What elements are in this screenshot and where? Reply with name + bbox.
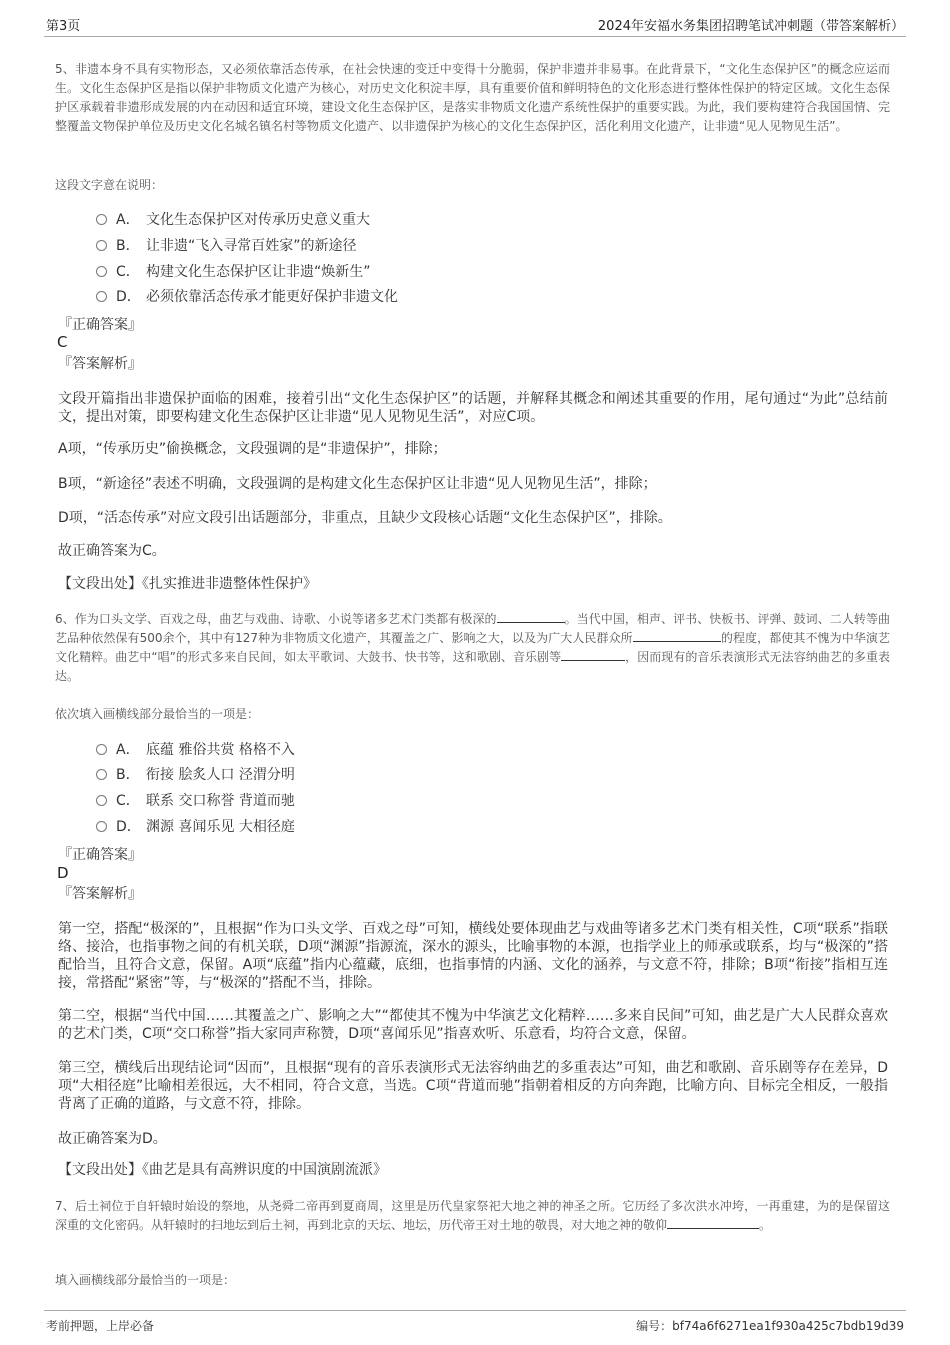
radio-icon[interactable]: [96, 795, 107, 806]
q6-analysis-p3: 第三空，横线后出现结论词“因而”，且根据“现有的音乐表演形式无法容纳曲艺的多重表达”可知，曲艺和歌剧、音乐剧等存在差异，D项“大相径庭”比喻相差很远，大不相同，符合文意，当选。C项“背道而驰”指朝着相反的方向奔跑，比喻方向、目标完全相反，一般指背离了正确的道路，与文意不符，排除。: [58, 1060, 888, 1112]
q5-option-b[interactable]: B． 让非遗“飞入寻常百姓家”的新途径: [96, 236, 357, 256]
radio-icon[interactable]: [96, 266, 107, 277]
q6-option-c[interactable]: C． 联系 交口称誉 背道而驰: [96, 791, 295, 811]
q6-source: 【文段出处】《曲艺是具有高辨识度的中国演剧流派》: [58, 1162, 387, 1178]
radio-icon[interactable]: [96, 769, 107, 780]
q5-analysis-p4: D项，“活态传承”对应文段引出话题部分，非重点，且缺少文段核心话题“文化生态保护区”，排除。: [58, 510, 672, 526]
q5-source: 【文段出处】《扎实推进非遗整体性保护》: [58, 576, 317, 592]
radio-icon[interactable]: [96, 240, 107, 251]
question-6-prompt: 依次填入画横线部分最恰当的一项是：: [55, 707, 260, 721]
q6-option-a[interactable]: A． 底蕴 雅俗共赏 格格不入: [96, 740, 295, 760]
q6-analysis-p2: 第二空，根据“当代中国……其覆盖之广、影响之大”“都使其不愧为中华演艺文化精粹……多来自民间”可知，曲艺是广大人民群众喜欢的艺术门类，C项“交口称誉”指大家同声称赞，D项“喜闻乐见”指喜欢听、乐意看，均符合文意，保留。: [58, 1008, 888, 1042]
page-header: [44, 10, 906, 37]
question-5-prompt: 这段文字意在说明：: [55, 178, 164, 192]
q6-analysis-p4: 故正确答案为D。: [58, 1131, 167, 1147]
q5-analysis-p2: A项，“传承历史”偷换概念，文段强调的是“非遗保护”，排除；: [58, 441, 447, 457]
q5-answer: C: [57, 333, 68, 351]
q6-analysis-p1: 第一空，搭配“极深的”，且根据“作为口头文学、百戏之母”可知，横线处要体现曲艺与戏曲等诸多艺术门类有相关性，C项“联系”指联络、接洽，也指事物之间的有机关联，D项“渊源”指源流，深水的源头，比喻事物的本源，也指学业上的师承或联系，均与“极深的”搭配恰当，且符合文意，保留。A项“底蕴”指内心蕴藏，底细，也指事情的内涵、文化的涵养，与文意不符，排除；B项“衔接”指相互连接，常搭配“紧密”等，与“极深的”搭配不当，排除。: [58, 921, 888, 991]
blank-line-3: [561, 648, 625, 661]
question-7-text: 7、后土祠位于自轩辕时始设的祭地，从尧舜二帝再到夏商周，这里是历代皇家祭祀大地之神的神圣之所。它历经了多次洪水冲垮，一再重建，为的是保留这深重的文化密码。从轩辕时的扫地坛到后土祠，再到北京的天坛、地坛，历代帝王对土地的敬畏，对大地之神的敬仰 。: [55, 1199, 890, 1232]
q6-option-d[interactable]: D． 渊源 喜闻乐见 大相径庭: [96, 817, 295, 837]
blank-line-2: [633, 629, 721, 642]
q6-answer-label: 『正确答案』: [58, 847, 142, 863]
q5-option-c[interactable]: C． 构建文化生态保护区让非遗“焕新生”: [96, 262, 371, 282]
question-6-text: 6、作为口头文学、百戏之母，曲艺与戏曲、诗歌、小说等诸多艺术门类都有极深的 。当代中国，相声、评书、快板书、评弹、鼓词、二人转等曲艺品种依然保有500余个，其中有127种为非物质文化遗产，其覆盖之广、影响之大，以及为广大人民群众所 的程度，都使其不愧为中华演艺文化精粹。曲艺中“唱”的形式多来自民间，如太平歌词、大鼓书、快书等，这和歌剧、音乐剧等 ，因而现有的音乐表演形式无法容纳曲艺的多重表达。: [55, 612, 890, 683]
q6-option-b[interactable]: B． 衔接 脍炙人口 泾渭分明: [96, 765, 295, 785]
question-7-prompt: 填入画横线部分最恰当的一项是：: [55, 1273, 236, 1287]
q5-analysis-p5: 故正确答案为C。: [58, 543, 166, 559]
blank-line: [667, 1216, 759, 1229]
q5-analysis-p1: 文段开篇指出非遗保护面临的困难，接着引出“文化生态保护区”的话题，并解释其概念和阐述其重要的作用，尾句通过“为此”总结前文，提出对策，即要构建文化生态保护区让非遗“见人见物见生活”，对应C项。: [58, 391, 888, 425]
q5-option-a[interactable]: A． 文化生态保护区对传承历史意义重大: [96, 210, 370, 230]
radio-icon[interactable]: [96, 821, 107, 832]
page-number: 第3页: [46, 19, 81, 34]
radio-icon[interactable]: [96, 214, 107, 225]
q5-answer-label: 『正确答案』: [58, 317, 142, 333]
q5-analysis-p3: B项，“新途径”表述不明确，文段强调的是构建文化生态保护区让非遗“见人见物见生活”，排除；: [58, 476, 657, 492]
radio-icon[interactable]: [96, 744, 107, 755]
q6-analysis-label: 『答案解析』: [58, 886, 142, 902]
footer-slogan: 考前押题，上岸必备: [46, 1319, 155, 1333]
blank-line-1: [497, 610, 565, 623]
page-footer: [44, 1310, 906, 1339]
q5-analysis-label: 『答案解析』: [58, 356, 142, 372]
q6-answer: D: [57, 864, 69, 882]
q5-option-d[interactable]: D． 必须依靠活态传承才能更好保护非遗文化: [96, 287, 398, 307]
question-5-text: 5、非遗本身不具有实物形态，又必须依靠活态传承，在社会快速的变迁中变得十分脆弱，保护非遗并非易事。在此背景下，“文化生态保护区”的概念应运而生。文化生态保护区是指以保护非物质文化遗产为核心，对历史文化积淀丰厚，具有重要价值和鲜明特色的文化形态进行整体性保护的特定区域。文化生态保护区承载着非遗形成发展的内在动因和适宜环境，建设文化生态保护区，是落实非物质文化遗产系统性保护的重要实践。为此，我们要构建符合我国国情、完整覆盖文物保护单位及历史文化名城名镇名村等物质文化遗产、以非遗保护为核心的文化生态保护区，活化利用文化遗产，让非遗“见人见物见生活”。: [55, 62, 890, 133]
document-title: 2024年安福水务集团招聘笔试冲刺题（带答案解析）: [597, 19, 904, 34]
radio-icon[interactable]: [96, 291, 107, 302]
document-id: 编号：bf74a6f6271ea1f930a425c7bdb19d39: [636, 1319, 904, 1333]
